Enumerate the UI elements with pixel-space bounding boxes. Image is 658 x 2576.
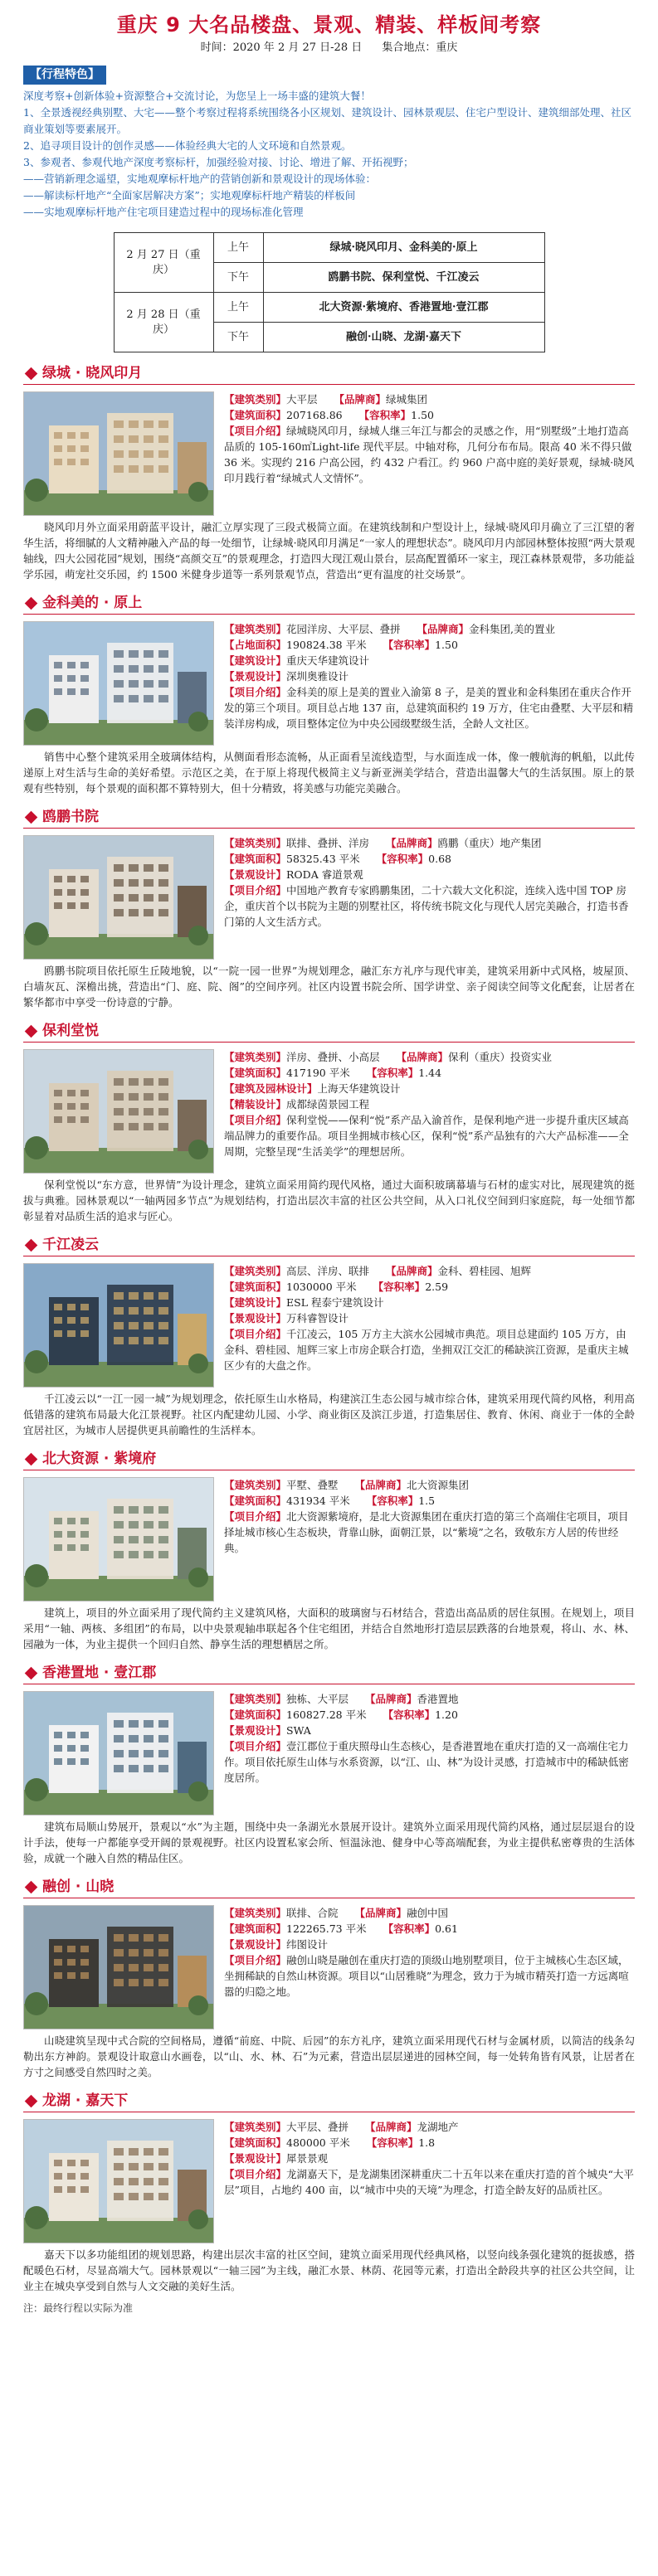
intro-label: 【项目介绍】 [224, 686, 287, 698]
project-body [23, 1691, 635, 1815]
developer-value: 绿城集团 [386, 393, 428, 406]
intro-text: 绿城晓风印月，绿城人继三年江与都会的灵感之作，用“别墅级”土地打造高品质的 105-160㎡Light-life 现代平层。中轴对称，几何分布布局。限高 40 米不得只做 36 米。实现约 216 户高公园，约 432 户看江。约 960 户高中庭的美好景观，绿城·晓风印月践行着“绿城式人文情怀”。 [224, 425, 635, 484]
project-body [23, 2119, 635, 2243]
project-card [23, 1237, 635, 1438]
project-header [23, 2093, 635, 2112]
diamond-icon [25, 2095, 38, 2108]
project-card [23, 809, 635, 1010]
project-body [23, 1905, 635, 2029]
project-card [23, 1665, 635, 1866]
feature-line: ——实地观摩标杆地产住宅项目建造过程中的现场标准化管理 [23, 206, 304, 218]
project-photo [23, 391, 214, 516]
building-photo-icon [24, 622, 214, 746]
landscape-value: 犀景景观 [286, 2152, 329, 2165]
landscape-label: 【景观设计】 [224, 1938, 287, 1951]
info-row-area [224, 1493, 635, 1509]
feature-line: 2、追寻项目设计的创作灵感——体验经典大宅的人文环境和自然景观。 [23, 139, 352, 152]
project-header [23, 595, 635, 615]
project-info [224, 835, 635, 960]
info-row-design [224, 1295, 635, 1310]
info-row-landscape [224, 867, 635, 882]
design-label: 【建筑设计】 [224, 1296, 287, 1309]
building-photo-icon [24, 392, 214, 516]
info-row-area [224, 2135, 635, 2151]
info-row-intro [224, 2166, 635, 2198]
project-body [23, 391, 635, 516]
info-row-area [224, 407, 635, 423]
project-description: 晓风印月外立面采用蔚蓝平设计，融汇立厚实现了三段式极简立面。在建筑线制和户型设计上，绿城·晓风印月确立了三江望的奢华生活，将细腻的人文精神融入产品的每一处细节，让绿城·晓风印月满足“一家人的理想状态”。晓风印月内部园林整体按照“两大景观轴线，四大公园花园”规划，围绕“高颜交互”的景观理念，打造四大现江观山景台，层高配置循环一家主，现江森林景观带，多功能益学乐园，萌宠社交乐园，约 1500 米健身步道等一系列景观节点，营造出“更有温度的社交场景”。 [23, 521, 635, 581]
info-row-landscape [224, 2151, 635, 2166]
info-row-type [224, 1263, 635, 1279]
project-name: 融创 · 山晓 [42, 1879, 115, 1895]
diamond-icon [25, 1667, 38, 1680]
intro-text: 融创山晓是融创在重庆打造的顶级山地别墅项目，位于主城核心生态区域，坐拥稀缺的自然山林资源。项目以“山居雅晓”为理念，致力于为城市精英打造一方远离喧嚣的归隐之地。 [224, 1954, 629, 1998]
area-label: 【建筑面积】 [224, 409, 287, 421]
project-description: 销售中心整个建筑采用全玻璃体结构，从侧面看形态流畅，从正面看呈流线造型，与水面连成一体，像一艘航海的帆船，以此传递原上对生活与生命的美好希望。示范区之美，在于原上将现代极简主义与新亚洲美学结合，营造出温馨大气的生活氛围。原上的景观有些特别，每个景观的面积都不算特别大，但十分精致，将美感与功能完美融合。 [23, 751, 635, 795]
info-row-type [224, 1049, 635, 1065]
project-info [224, 1049, 635, 1174]
meta-line [23, 40, 635, 56]
area-label: 【建筑面积】 [224, 1281, 287, 1293]
project-name: 鸥鹏书院 [42, 809, 99, 825]
type-label: 【建筑类别】 [224, 1265, 287, 1277]
area-label: 【建筑面积】 [224, 1708, 287, 1721]
info-row-intro [224, 1509, 635, 1556]
schedule-table [114, 232, 545, 352]
intro-label: 【项目介绍】 [224, 1328, 287, 1340]
landscape-value: RODA 睿道景观 [286, 868, 363, 881]
info-row-type [224, 2119, 635, 2135]
info-row-intro [224, 1112, 635, 1159]
feature-line: ——解读标杆地产“全面家居解决方案”；实地观摩标杆地产精装的样板间 [23, 189, 356, 202]
project-info [224, 1263, 635, 1388]
far-label: 【容积率】 [366, 1067, 419, 1079]
diamond-icon [25, 597, 38, 610]
project-photo [23, 1905, 214, 2029]
developer-label: 【品牌商】 [396, 1051, 449, 1063]
design-label: 【建筑及园林设计】 [224, 1082, 318, 1095]
building-photo-icon [24, 1478, 214, 1601]
features-list [23, 88, 635, 221]
project-card [23, 2093, 635, 2294]
area-label: 【占地面积】 [224, 639, 287, 651]
project-description: 鸥鹏书院项目依托原生丘陵地貌，以“一院一园一世界”为规划理念，融汇东方礼序与现代审美，建筑采用新中式风格，坡屋顶、白墙灰瓦、深檐出挑，营造出“门、庭、院、阁”的空间序列。社区内设置书院会所、国学讲堂、亲子阅读空间等文化配套，让居者在繁华都市中享受一份诗意的宁静。 [23, 965, 635, 1009]
project-header [23, 1237, 635, 1256]
type-value: 高层、洋房、联排 [286, 1265, 370, 1277]
far-label: 【容积率】 [383, 1708, 436, 1721]
project-info [224, 2119, 635, 2243]
area-label: 【建筑面积】 [224, 1067, 287, 1079]
project-header [23, 366, 635, 385]
project-info [224, 1905, 635, 2029]
info-row-landscape [224, 1096, 635, 1112]
info-row-landscape [224, 1310, 635, 1326]
area-label: 【建筑面积】 [224, 2136, 287, 2149]
area-value: 431934 平米 [286, 1495, 350, 1507]
project-photo [23, 1049, 214, 1174]
area-value: 58325.43 平米 [286, 853, 360, 865]
diamond-icon [25, 1881, 38, 1894]
diamond-icon [25, 1025, 38, 1038]
area-value: 160827.28 平米 [286, 1708, 367, 1721]
area-label: 【建筑面积】 [224, 853, 287, 865]
table-row [114, 233, 544, 263]
intro-label: 【项目介绍】 [224, 2168, 287, 2180]
far-label: 【容积率】 [373, 1281, 426, 1293]
schedule-half: 下午 [213, 323, 263, 352]
type-value: 大平层、叠拼 [286, 2121, 349, 2133]
info-row-area [224, 1279, 635, 1295]
intro-label: 【项目介绍】 [224, 1954, 287, 1966]
intro-label: 【项目介绍】 [224, 1740, 287, 1752]
type-value: 联排、叠拼、洋房 [286, 837, 370, 849]
building-photo-icon [24, 1692, 214, 1815]
landscape-value: 深圳奥雅设计 [286, 670, 349, 683]
far-label: 【容积率】 [383, 639, 436, 651]
far-label: 【容积率】 [366, 2136, 419, 2149]
developer-value: 金科、碧桂园、旭辉 [437, 1265, 532, 1277]
landscape-label: 【精装设计】 [224, 1098, 287, 1111]
info-row-area [224, 851, 635, 867]
info-row-area [224, 1707, 635, 1723]
project-card [23, 1023, 635, 1224]
area-value: 122265.73 平米 [286, 1922, 367, 1935]
intro-label: 【项目介绍】 [224, 1114, 287, 1126]
far-value: 0.61 [435, 1922, 458, 1935]
developer-value: 金科集团,美的置业 [469, 623, 556, 635]
type-label: 【建筑类别】 [224, 1051, 287, 1063]
type-value: 洋房、叠拼、小高层 [286, 1051, 380, 1063]
schedule-plan: 绿城·晓风印月、金科美的·原上 [263, 233, 544, 263]
landscape-label: 【景观设计】 [224, 868, 287, 881]
info-row-area [224, 1921, 635, 1937]
diamond-icon [25, 1453, 38, 1466]
project-body [23, 1263, 635, 1388]
intro-text: 壹江郡位于重庆照母山生态核心，是香港置地在重庆打造的又一高端住宅力作。项目依托原生山体与水系资源，以“江、山、林”为设计灵感，打造城市中的稀缺低密度居所。 [224, 1740, 629, 1784]
developer-label: 【品牌商】 [334, 393, 387, 406]
type-label: 【建筑类别】 [224, 837, 287, 849]
landscape-label: 【景观设计】 [224, 670, 287, 683]
project-photo [23, 1477, 214, 1601]
developer-value: 香港置地 [417, 1693, 459, 1705]
features-heading: 【行程特色】 [23, 66, 106, 85]
info-row-area [224, 1065, 635, 1081]
info-row-type [224, 391, 635, 407]
intro-text: 金科美的原上是美的置业入渝第 8 子，是美的置业和金科集团在重庆合作开发的第三个项目。项目总占地 137 亩，总建筑面积约 19 万方，住宅由叠墅、大平层和精装洋房构成，项目整体定位为中央公园级墅级生活，全龄人文社区。 [224, 686, 634, 730]
type-label: 【建筑类别】 [224, 623, 287, 635]
project-info [224, 621, 635, 746]
schedule-plan: 北大资源·紫境府、香港置地·壹江郡 [263, 293, 544, 323]
project-header [23, 1879, 635, 1898]
schedule-date: 2 月 28 日（重庆） [114, 293, 213, 352]
landscape-label: 【景观设计】 [224, 1312, 287, 1324]
landscape-value: 万科睿智设计 [286, 1312, 349, 1324]
project-info [224, 1477, 635, 1601]
project-name: 保利堂悦 [42, 1023, 99, 1039]
project-name: 金科美的 · 原上 [42, 595, 143, 611]
project-name: 千江凌云 [42, 1237, 99, 1253]
info-row-landscape [224, 1937, 635, 1952]
developer-label: 【品牌商】 [417, 623, 470, 635]
project-body [23, 835, 635, 960]
feature-line: 1、全景透视经典别墅、大宅——整个考察过程将系统围绕各小区规划、建筑设计、园林景观层、住宅户型设计、建筑细部处理、社区商业策划等要素展开。 [23, 106, 631, 135]
project-description: 千江凌云以“一江一园一城”为规划理念，依托原生山水格局，构建滨江生态公园与城市综合体，建筑采用现代简约风格，利用高低错落的建筑布局最大化江景视野。社区内配建幼儿园、小学、商业街区及滨江步道，打造集居住、教育、休闲、商业于一体的全龄宜居社区，为城市人居提供更具前瞻性的生活样本。 [23, 1392, 635, 1436]
area-value: 207168.86 [286, 409, 343, 421]
project-info [224, 1691, 635, 1815]
project-name: 香港置地 · 壹江郡 [42, 1665, 157, 1681]
area-value: 480000 平米 [286, 2136, 350, 2149]
building-photo-icon [24, 1050, 214, 1174]
developer-value: 保利（重庆）投资实业 [448, 1051, 553, 1063]
schedule-plan: 融创·山晓、龙湖·嘉天下 [263, 323, 544, 352]
project-description: 建筑上，项目的外立面采用了现代简约主义建筑风格，大面积的玻璃窗与石材结合，营造出高品质的居住氛围。在规划上，项目采用“一轴、两核、多组团”的布局，以中央景观轴串联起各个住宅组团，并结合自然地形打造层层跌落的台地景观，将山、水、林、园融为一体，为业主提供一个回归自然、静享生活的理想栖居之所。 [23, 1606, 635, 1650]
area-value: 1030000 平米 [286, 1281, 357, 1293]
far-label: 【容积率】 [376, 853, 429, 865]
developer-label: 【品牌商】 [365, 1693, 417, 1705]
diamond-icon [25, 1239, 38, 1252]
info-row-landscape [224, 1723, 635, 1738]
intro-label: 【项目介绍】 [224, 1510, 287, 1523]
footer-note: 注：最终行程以实际为准 [23, 2302, 134, 2314]
intro-text: 龙湖嘉天下，是龙湖集团深耕重庆二十五年以来在重庆打造的首个城央“大平层”项目，占地约 400 亩，以“城市中央的天境”为理念，打造全龄友好的品质社区。 [224, 2168, 634, 2196]
design-value: 重庆天华建筑设计 [286, 654, 370, 667]
project-description: 山晓建筑呈现中式合院的空间格局，遵循“前庭、中院、后园”的东方礼序，建筑立面采用现代石材与金属材质，以简洁的线条勾勒出东方神韵。景观设计取意山水画卷，以“山、水、林、石”为元素，营造出层层递进的园林空间，每一处转角皆有风景，让居者在方寸之间感受自然四时之美。 [23, 2034, 635, 2078]
project-body [23, 1049, 635, 1174]
far-value: 1.44 [418, 1067, 442, 1079]
project-photo [23, 2119, 214, 2243]
feature-line: 3、参观者、参观代地产深度考察标杆，加强经验对接、讨论、增进了解、开拓视野； [23, 156, 414, 168]
project-header [23, 1023, 635, 1043]
far-value: 1.50 [435, 639, 458, 651]
design-label: 【建筑设计】 [224, 654, 287, 667]
project-card [23, 366, 635, 582]
design-value: ESL 程泰宁建筑设计 [286, 1296, 384, 1309]
info-row-intro [224, 1326, 635, 1373]
project-header [23, 1665, 635, 1684]
info-row-design [224, 1081, 635, 1096]
project-name: 北大资源 · 紫境府 [42, 1451, 157, 1467]
far-value: 1.5 [418, 1495, 436, 1507]
schedule-plan: 鸥鹏书院、保利堂悦、千江凌云 [263, 263, 544, 293]
type-value: 大平层 [286, 393, 318, 406]
schedule-half: 下午 [213, 263, 263, 293]
project-photo [23, 1691, 214, 1815]
info-row-intro [224, 1952, 635, 2000]
far-value: 1.8 [418, 2136, 436, 2149]
project-header [23, 1451, 635, 1470]
intro-label: 【项目介绍】 [224, 425, 287, 437]
projects-list [23, 366, 635, 2294]
type-label: 【建筑类别】 [224, 2121, 287, 2133]
info-row-design [224, 653, 635, 668]
info-row-intro [224, 1738, 635, 1786]
area-value: 417190 平米 [286, 1067, 350, 1079]
landscape-label: 【景观设计】 [224, 2152, 287, 2165]
project-card [23, 595, 635, 796]
developer-label: 【品牌商】 [354, 1479, 407, 1491]
project-info [224, 391, 635, 516]
table-row [114, 293, 544, 323]
developer-label: 【品牌商】 [365, 2121, 417, 2133]
diamond-icon [25, 367, 38, 381]
project-photo [23, 1263, 214, 1388]
info-row-landscape [224, 668, 635, 684]
info-row-area [224, 637, 635, 653]
project-card [23, 1879, 635, 2080]
info-row-intro [224, 423, 635, 486]
info-row-intro [224, 684, 635, 731]
building-photo-icon [24, 1906, 214, 2029]
info-row-type [224, 1905, 635, 1921]
project-body [23, 1477, 635, 1601]
far-value: 0.68 [428, 853, 451, 865]
diamond-icon [25, 811, 38, 824]
developer-value: 鸥鹏（重庆）地产集团 [437, 837, 542, 849]
intro-text: 北大资源紫境府，是北大资源集团在重庆打造的第三个高端住宅项目，项目择址城市核心生态板块，背靠山脉，面朝江景，以“紫境”之名，致敬东方人居的传世经典。 [224, 1510, 629, 1554]
area-label: 【建筑面积】 [224, 1495, 287, 1507]
far-value: 1.20 [435, 1708, 458, 1721]
project-name: 绿城 · 晓风印月 [42, 365, 143, 382]
project-name: 龙湖 · 嘉天下 [42, 2092, 129, 2109]
far-value: 1.50 [411, 409, 434, 421]
landscape-value: 纬图设计 [286, 1938, 329, 1951]
project-photo [23, 835, 214, 960]
design-value: 上海天华建筑设计 [317, 1082, 401, 1095]
landscape-label: 【景观设计】 [224, 1724, 287, 1737]
far-label: 【容积率】 [358, 409, 412, 421]
info-row-type [224, 621, 635, 637]
project-body [23, 621, 635, 746]
project-photo [23, 621, 214, 746]
building-photo-icon [24, 836, 214, 960]
time-label: 时间：2020 年 2 月 27 日-28 日 [200, 41, 363, 54]
developer-label: 【品牌商】 [386, 837, 438, 849]
intro-label: 【项目介绍】 [224, 884, 287, 897]
info-row-type [224, 1477, 635, 1493]
page-title: 重庆 9 大名品楼盘、景观、精装、样板间考察 [116, 13, 542, 36]
type-value: 联排、合院 [286, 1907, 339, 1919]
type-value: 花园洋房、大平层、叠拼 [286, 623, 401, 635]
developer-label: 【品牌商】 [354, 1907, 407, 1919]
intro-text: 中国地产教育专家鸥鹏集团，二十六载大文化积淀，连续入选中国 TOP 房企，重庆首个以书院为主题的别墅社区，将传统书院文化与现代人居完美融合，打造书香门第的人文生活方式。 [224, 884, 629, 928]
building-photo-icon [24, 2120, 214, 2243]
landscape-value: SWA [286, 1724, 311, 1737]
project-card [23, 1451, 635, 1652]
type-value: 平墅、叠墅 [286, 1479, 339, 1491]
area-value: 190824.38 平米 [286, 639, 367, 651]
info-row-type [224, 1691, 635, 1707]
landscape-value: 成都绿茵景园工程 [286, 1098, 370, 1111]
schedule-half: 上午 [213, 233, 263, 263]
building-photo-icon [24, 1264, 214, 1388]
place-label: 集合地点：重庆 [382, 41, 458, 54]
type-label: 【建筑类别】 [224, 1479, 287, 1491]
area-label: 【建筑面积】 [224, 1922, 287, 1935]
developer-label: 【品牌商】 [386, 1265, 438, 1277]
schedule-date: 2 月 27 日（重庆） [114, 233, 213, 293]
project-description: 嘉天下以多功能组团的规划思路，构建出层次丰富的社区空间，建筑立面采用现代经典风格，以竖向线条强化建筑的挺拔感，搭配暖色石材，尽显高端大气。园林景观以“一轴三园”为主线，融汇水景、林荫、花园等元素，打造出全龄段共享的社区公共空间，让业主在城央享受到自然与人文交融的美好生活。 [23, 2248, 635, 2292]
project-description: 建筑布局顺山势展开，景观以“水”为主题，围绕中央一条湖光水景展开设计。建筑外立面采用现代简约风格，通过层层退台的设计手法，使每一户都能享受开阔的景观视野。社区内设置私家会所、恒温泳池、健身中心等高端配套，为业主提供私密尊贵的生活体验，成就一个融入自然的精品住区。 [23, 1820, 635, 1864]
feature-line: 深度考察+创新体验+资源整合+交流讨论，为您呈上一场丰盛的建筑大餐！ [23, 90, 371, 102]
far-label: 【容积率】 [366, 1495, 419, 1507]
type-label: 【建筑类别】 [224, 1693, 287, 1705]
developer-value: 龙湖地产 [417, 2121, 459, 2133]
info-row-type [224, 835, 635, 851]
intro-text: 千江凌云，105 万方主大滨水公园城市典范。项目总建面约 105 万方，由金科、碧桂园、旭辉三家上市房企联合打造，坐拥双江交汇的稀缺滨江资源，是重庆主城区少有的大盘之作。 [224, 1328, 629, 1372]
intro-text: 保利堂悦——保利“悦”系产品入渝首作，是保利地产进一步提升重庆区域高端品牌力的重要作品。项目坐拥城市核心区，保利“悦”系产品独有的六大产品标准——全周期，完整呈现“生活美学”的理想居所。 [224, 1114, 629, 1158]
project-header [23, 809, 635, 829]
developer-value: 北大资源集团 [407, 1479, 470, 1491]
type-label: 【建筑类别】 [224, 393, 287, 406]
far-value: 2.59 [425, 1281, 449, 1293]
feature-line: ——营销新理念遥望，实地观摩标杆地产的营销创新和景观设计的现场体验： [23, 173, 377, 185]
type-value: 独栋、大平层 [286, 1693, 349, 1705]
schedule-half: 上午 [213, 293, 263, 323]
developer-value: 融创中国 [407, 1907, 449, 1919]
info-row-intro [224, 882, 635, 930]
project-description: 保利堂悦以“东方意，世界情”为设计理念，建筑立面采用简约现代风格，通过大面积玻璃幕墙与石材的虚实对比，展现建筑的挺拔与典雅。园林景观以“一轴两园多节点”为规划结构，打造出层次丰富的社区公共空间，从入口礼仪空间到归家庭院，每一处细节都彰显着对品质生活的追求与匠心。 [23, 1179, 635, 1222]
far-label: 【容积率】 [383, 1922, 436, 1935]
type-label: 【建筑类别】 [224, 1907, 287, 1919]
